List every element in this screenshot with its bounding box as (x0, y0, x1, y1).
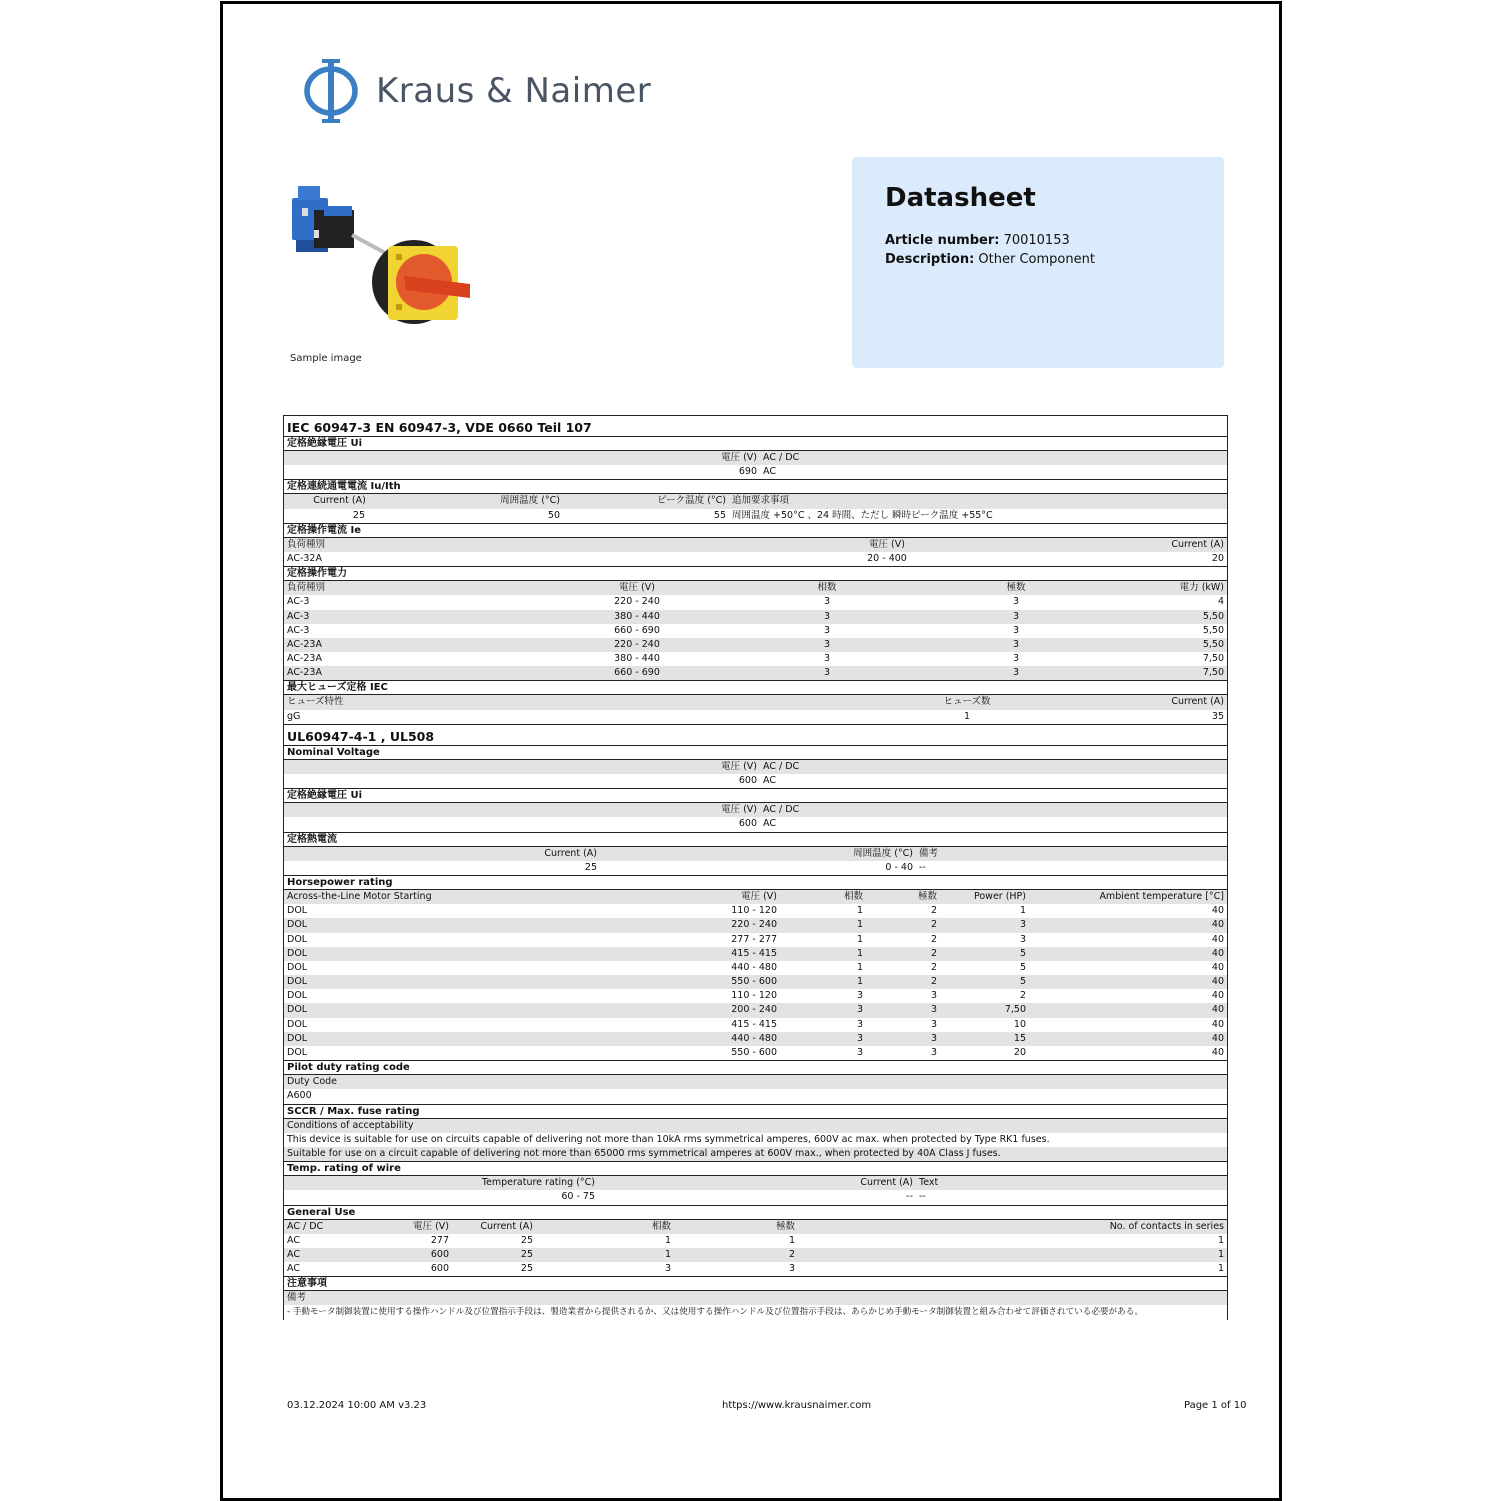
cell: 備考 (919, 847, 939, 859)
rotary-handle (372, 240, 470, 324)
cell: 25 (352, 509, 365, 521)
cell: 1 (1217, 1263, 1224, 1275)
cell: 380 - 440 (614, 653, 660, 665)
iec-ui-values (284, 465, 1227, 480)
cell: 3 (1019, 919, 1026, 931)
table-row (284, 975, 1227, 989)
cell: 10 (1013, 1018, 1026, 1030)
cell: 相数 (843, 890, 863, 902)
cell: Current (A) (544, 847, 597, 859)
table-row (284, 947, 1227, 961)
iec-ie-header (284, 538, 1227, 552)
cell: AC-3 (287, 596, 310, 608)
cell: 0 - 40 (885, 861, 913, 873)
iec-fuse-values (284, 710, 1227, 725)
cell: DOL (287, 1004, 308, 1016)
ul-nominal-header (284, 760, 1227, 774)
ul-nominal-values (284, 774, 1227, 789)
cell: AC-23A (287, 667, 322, 679)
cell: 7,50 (1202, 653, 1224, 665)
cell: Text (919, 1177, 939, 1189)
cell: 3 (1019, 933, 1026, 945)
cell: Duty Code (287, 1076, 338, 1088)
table-row (284, 1018, 1227, 1032)
cell: 50 (547, 509, 560, 521)
ul-hp-title: Horsepower rating (284, 876, 1227, 890)
footer-url[interactable]: https://www.krausnaimer.com (722, 1400, 872, 1411)
cell: Current (A) (313, 495, 366, 507)
description-value: Other Component (978, 252, 1095, 267)
cell: 40 (1211, 1018, 1224, 1030)
cell: AC-32A (287, 552, 322, 564)
cell: 2 (930, 919, 937, 931)
cell: 40 (1211, 1032, 1224, 1044)
cell: 電圧 (V) (869, 538, 905, 550)
cell: AC-23A (287, 653, 322, 665)
datasheet-card (852, 157, 1224, 368)
cell: 40 (1211, 905, 1224, 917)
cell: 440 - 480 (731, 961, 777, 973)
iec-iu-header (284, 494, 1227, 508)
cell: Suitable for use on a circuit capable of delivering not more than 65000 rms symmetrical amperes at 600V max., when protected by 40A Class J fuses. (287, 1147, 1001, 1159)
cell: 7,50 (1004, 1004, 1026, 1016)
table-row (284, 1262, 1227, 1277)
cell: - 手動モータ制御装置に使用する操作ハンドル及び位置指示手段は、製造業者から提供されるか、又は使用する操作ハンドル及び位置指示手段は、あらかじめ手動モータ制御装置と組み合わせて評価されている必要がある。 (287, 1307, 1143, 1318)
cell: 550 - 600 (731, 976, 777, 988)
cell: Conditions of acceptability (287, 1119, 414, 1131)
cell: 25 (584, 861, 597, 873)
cell: 220 - 240 (731, 919, 777, 931)
cell: 40 (1211, 1047, 1224, 1058)
cell: 周囲温度 (°C) (500, 495, 560, 507)
cell: 40 (1211, 1004, 1224, 1016)
cell: 追加要求事項 (732, 495, 790, 507)
iec-iu-values (284, 509, 1227, 524)
cell: Current (A) (860, 1177, 913, 1189)
table-row (284, 652, 1227, 666)
cell: 5,50 (1202, 638, 1224, 650)
cell: 3 (788, 1263, 795, 1275)
table-row (284, 638, 1227, 652)
ul-nominal-title: Nominal Voltage (284, 746, 1227, 760)
cell: 5 (1019, 947, 1026, 959)
cell: 電圧 (V) (619, 582, 655, 594)
cell: 3 (823, 638, 831, 650)
footer-page-number: Page 1 of 10 (1184, 1400, 1247, 1411)
cell: 1 (856, 933, 863, 945)
cell: Power (HP) (973, 890, 1026, 902)
cell: 備考 (287, 1292, 307, 1304)
cell: 110 - 120 (731, 990, 777, 1002)
cell: 2 (930, 933, 937, 945)
cell: 40 (1211, 919, 1224, 931)
ul-hp-header (284, 890, 1227, 904)
cell: 25 (520, 1248, 533, 1260)
cell: 電圧 (V) (721, 452, 757, 463)
description (885, 252, 1095, 267)
cell: Current (A) (1171, 696, 1224, 708)
cell: 277 - 277 (731, 933, 777, 945)
ul-notes-header (284, 1291, 1227, 1305)
cell: 極数 (775, 1220, 795, 1232)
cell: AC (287, 1248, 300, 1260)
cell: 1 (856, 961, 863, 973)
cell: 1 (856, 919, 863, 931)
table-row (284, 1234, 1227, 1248)
description-label: Description: (885, 252, 975, 267)
cell: 2 (1019, 990, 1026, 1002)
table-row (284, 1003, 1227, 1017)
cell: ヒューズ特性 (287, 696, 344, 708)
cell: 25 (520, 1263, 533, 1275)
iec-ie-values (284, 552, 1227, 567)
cell: 3 (930, 1018, 937, 1030)
brand-logo (302, 56, 651, 126)
cell: 220 - 240 (614, 638, 660, 650)
cell: 2 (930, 947, 937, 959)
cell: 3 (856, 990, 863, 1002)
cell: 550 - 600 (731, 1047, 777, 1058)
cell: 2 (930, 961, 937, 973)
cell: DOL (287, 976, 308, 988)
iec-iu-title: 定格連続通電電流 Iu/Ith (284, 480, 1227, 494)
cell: 1 (856, 947, 863, 959)
cell: DOL (287, 990, 308, 1002)
cell: 2 (930, 976, 937, 988)
cell: AC (763, 818, 776, 830)
cell: ピーク温度 (°C) (657, 495, 726, 507)
ul-general-header (284, 1220, 1227, 1234)
table-row (284, 624, 1227, 638)
cell: 3 (856, 1018, 863, 1030)
ul-ui-values (284, 817, 1227, 832)
ul-pilot-header (284, 1075, 1227, 1089)
ul-ui-header (284, 803, 1227, 817)
cell: gG (287, 710, 301, 722)
cell: 690 (738, 466, 757, 478)
cell: 415 - 415 (731, 1018, 777, 1030)
cell: 1 (1217, 1234, 1224, 1246)
cell: 3 (856, 1032, 863, 1044)
cell: 600 (430, 1263, 449, 1275)
cell: 3 (856, 1047, 863, 1058)
cell: 3 (823, 667, 831, 679)
cell: 3 (823, 624, 831, 636)
cell: 4 (1217, 596, 1224, 608)
cell: AC-3 (287, 624, 310, 636)
cell: Current (A) (480, 1220, 533, 1232)
cell: 3 (1012, 624, 1020, 636)
cell: AC-23A (287, 638, 322, 650)
cell: 3 (1012, 653, 1020, 665)
cell: 相数 (817, 582, 837, 594)
cell: 3 (1012, 667, 1020, 679)
cell: DOL (287, 919, 308, 931)
iec-fuse-header (284, 695, 1227, 709)
cell: 2 (788, 1248, 795, 1260)
table-row (284, 933, 1227, 947)
phi-logo-icon (302, 57, 360, 125)
ul-wire-title: Temp. rating of wire (284, 1162, 1227, 1176)
cell: 40 (1211, 933, 1224, 945)
cell: 1 (856, 976, 863, 988)
cell: 660 - 690 (614, 624, 660, 636)
cell: 周囲温度 (°C) (853, 847, 913, 859)
table-row (284, 918, 1227, 932)
table-row (284, 595, 1227, 609)
cell: 600 (738, 775, 757, 786)
spec-table (283, 415, 1228, 1320)
cell: 3 (856, 1004, 863, 1016)
cell: 電圧 (V) (413, 1220, 449, 1232)
switch-body (292, 186, 354, 252)
cell: 1 (1019, 905, 1026, 917)
table-row (284, 989, 1227, 1003)
cell: 3 (823, 610, 831, 622)
cell: 3 (1012, 638, 1020, 650)
cell: 1 (664, 1248, 671, 1260)
table-row (284, 610, 1227, 624)
cell: AC / DC (763, 452, 800, 463)
table-row (284, 1133, 1227, 1147)
cell: 1 (856, 905, 863, 917)
iec-ui-header (284, 451, 1227, 465)
ul-pilot-values (284, 1089, 1227, 1104)
cell: DOL (287, 1047, 308, 1058)
cell: 負荷種別 (287, 538, 326, 550)
cell: -- (919, 861, 926, 873)
cell: 1 (664, 1234, 671, 1246)
cell: 3 (930, 990, 937, 1002)
cell: 5 (1019, 976, 1026, 988)
table-row (284, 1147, 1227, 1162)
cell: 5,50 (1202, 610, 1224, 622)
cell: 極数 (917, 890, 937, 902)
table-row (284, 1046, 1227, 1061)
cell: 電圧 (V) (721, 760, 757, 772)
cell: 35 (1211, 710, 1224, 722)
cell: 3 (1012, 596, 1020, 608)
cell: 電力 (kW) (1179, 582, 1224, 594)
iec-section-title: IEC 60947-3 EN 60947-3, VDE 0660 Teil 107 (284, 416, 1227, 437)
table-row (284, 1248, 1227, 1262)
cell: Ambient temperature [°C] (1099, 890, 1224, 902)
cell: 20 - 400 (867, 552, 907, 564)
cell: 277 (430, 1234, 449, 1246)
cell: 660 - 690 (614, 667, 660, 679)
iec-power-title: 定格操作電力 (284, 567, 1227, 581)
cell: AC (287, 1263, 300, 1275)
cell: 1 (1217, 1248, 1224, 1260)
ul-pilot-title: Pilot duty rating code (284, 1061, 1227, 1075)
cell: 25 (520, 1234, 533, 1246)
cell: AC / DC (763, 760, 800, 772)
ul-thermal-values (284, 861, 1227, 876)
iec-power-header (284, 581, 1227, 595)
cell: 3 (664, 1263, 671, 1275)
cell: 380 - 440 (614, 610, 660, 622)
cell: 5 (1019, 961, 1026, 973)
cell: 3 (930, 1032, 937, 1044)
article-number-label: Article number: (885, 233, 1000, 248)
cell: 440 - 480 (731, 1032, 777, 1044)
cell: 40 (1211, 990, 1224, 1002)
iec-ui-title: 定格絶縁電圧 Ui (284, 437, 1227, 451)
cell: Current (A) (1171, 538, 1224, 550)
cell: 相数 (651, 1220, 671, 1232)
cell: 5,50 (1202, 624, 1224, 636)
cell: This device is suitable for use on circuits capable of delivering not more than 10kA rms symmetrical amperes, 600V ac max. when protected by Type RK1 fuses. (287, 1133, 1050, 1145)
cell: DOL (287, 905, 308, 917)
cell: AC / DC (287, 1220, 324, 1232)
ul-general-title: General Use (284, 1206, 1227, 1220)
table-row (284, 666, 1227, 681)
table-row (284, 961, 1227, 975)
cell: AC (763, 466, 776, 478)
cell: 40 (1211, 947, 1224, 959)
cell: 20 (1013, 1047, 1026, 1058)
cell: -- (919, 1191, 926, 1203)
footer-timestamp: 03.12.2024 10:00 AM v3.23 (287, 1400, 427, 1411)
cell: 40 (1211, 976, 1224, 988)
cell: DOL (287, 961, 308, 973)
cell: 3 (930, 1004, 937, 1016)
cell: 2 (930, 905, 937, 917)
iec-fuse-title: 最大ヒューズ定格 IEC (284, 681, 1227, 695)
article-number (885, 233, 1070, 248)
cell: -- (906, 1191, 913, 1203)
cell: 7,50 (1202, 667, 1224, 679)
table-row (284, 904, 1227, 918)
cell: 1 (788, 1234, 795, 1246)
article-number-value: 70010153 (1003, 233, 1070, 248)
cell: 55 (713, 509, 726, 521)
cell: DOL (287, 947, 308, 959)
cell: 600 (738, 818, 757, 830)
cell: 負荷種別 (287, 582, 326, 594)
cell: 1 (963, 710, 971, 722)
cell: Temperature rating (°C) (481, 1177, 595, 1189)
ul-thermal-title: 定格熱電流 (284, 833, 1227, 847)
cell: 40 (1211, 961, 1224, 973)
cell: AC (763, 775, 776, 786)
ul-thermal-header (284, 847, 1227, 861)
cell: 周囲温度 +50°C 、24 時間、ただし 瞬時ピーク温度 +55°C (732, 509, 993, 521)
cell: 15 (1013, 1032, 1026, 1044)
cell: AC-3 (287, 610, 310, 622)
cell: 電圧 (V) (741, 890, 777, 902)
cell: 3 (930, 1047, 937, 1058)
cell: 60 - 75 (561, 1191, 595, 1203)
ul-sccr-title: SCCR / Max. fuse rating (284, 1105, 1227, 1119)
cell: A600 (287, 1090, 312, 1102)
image-caption: Sample image (290, 353, 362, 364)
cell: No. of contacts in series (1109, 1220, 1224, 1232)
cell: 110 - 120 (731, 905, 777, 917)
datasheet-title: Datasheet (885, 183, 1036, 213)
ul-sccr-header (284, 1119, 1227, 1133)
ul-ui-title: 定格絶縁電圧 Ui (284, 789, 1227, 803)
table-row (284, 1032, 1227, 1046)
cell: AC / DC (763, 804, 800, 816)
cell: ヒューズ数 (943, 696, 991, 708)
cell: 3 (823, 596, 831, 608)
product-image (284, 180, 479, 330)
cell: 極数 (1006, 582, 1026, 594)
cell: 電圧 (V) (721, 804, 757, 816)
cell: AC (287, 1234, 300, 1246)
cell: Across-the-Line Motor Starting (287, 890, 432, 902)
cell: 600 (430, 1248, 449, 1260)
cell: 200 - 240 (731, 1004, 777, 1016)
cell: 3 (823, 653, 831, 665)
iec-ie-title: 定格操作電流 Ie (284, 524, 1227, 538)
ul-wire-values (284, 1190, 1227, 1205)
ul-notes-title: 注意事項 (284, 1277, 1227, 1291)
ul-notes-values (284, 1305, 1227, 1319)
ul-section-title: UL60947-4-1 , UL508 (284, 725, 1227, 746)
cell: DOL (287, 1018, 308, 1030)
brand-name: Kraus & Naimer (376, 71, 652, 111)
cell: 220 - 240 (614, 596, 660, 608)
ul-wire-header (284, 1176, 1227, 1190)
cell: DOL (287, 933, 308, 945)
cell: 3 (1012, 610, 1020, 622)
cell: 20 (1211, 552, 1224, 564)
cell: 415 - 415 (731, 947, 777, 959)
cell: DOL (287, 1032, 308, 1044)
